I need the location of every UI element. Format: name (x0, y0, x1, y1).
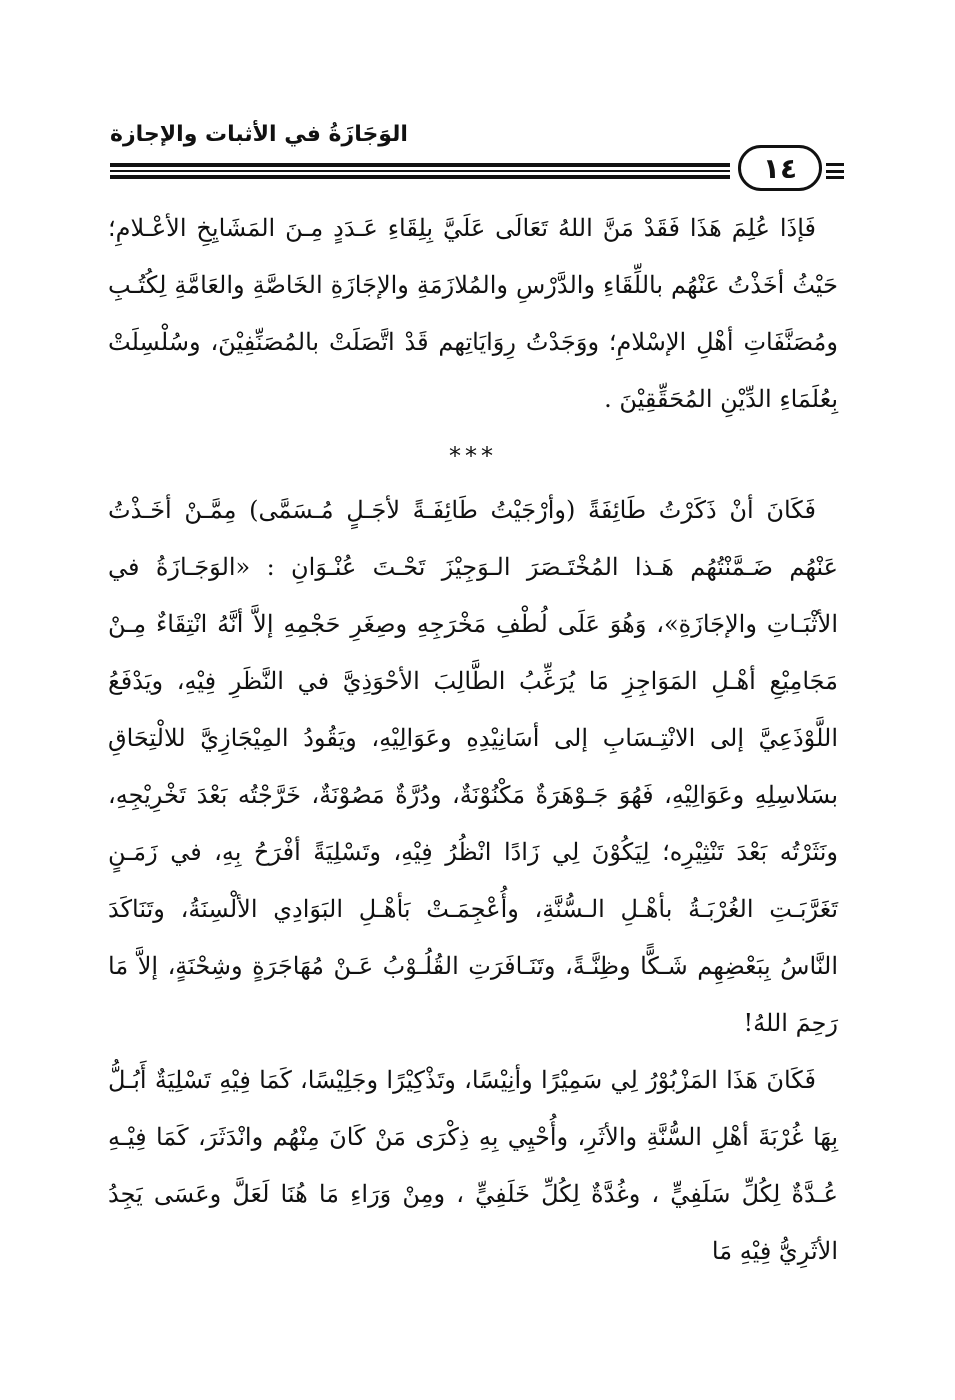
section-separator: *** (449, 442, 497, 470)
paragraph: فَإذَا عُلِمَ هَذَا فَقَدْ مَنَّ اللهُ تَعَالَى عَلَيَّ بِلِقَاءِ عَـدَدٍ مِـنَ المَشَايِخِ الأعْـلامِ؛ حَيْثُ أخَذْتُ عَنْهُم باللِّقَاءِ والدَّرْسِ والمُلازَمَةِ والإجَازَةِ الخَاصَّةِ والعَامَّةِ لِكُتُـبِ ومُصَنَّفَاتِ أهْلِ الإسْلامِ؛ ووَجَدْتُ رِوَايَاتِهم قَدْ اتَّصَلَتْ بالمُصَنِّفِيْنَ، وسُلْسِلَتْ بِعُلَمَاءِ الدِّيْنِ المُحَقِّقِيْنَ . (108, 214, 838, 413)
header-rule-middle (110, 170, 730, 172)
paragraph: فَكَانَ أنْ ذَكَرْتُ طَائِفَةً (وأرْجَيْتُ طَائِفَـةً لأجَـلٍ مُـسَمَّى) مِمَّـنْ أخَـذْتُ عَنْهُم ضَـمَّنْتُهُم هَـذا المُخْتَـصَرَ الـوَجِيْزَ تَحْـتَ عُنْـوَانِ : «الوَجَـازَةُ في الأثْبَـاتِ والإجَازَةِ»، وَهُوَ عَلَى لُطْفِ مَخْرَجِهِ وصِغَرِ حَجْمِهِ إلاَّ أنَّهُ انْتِقَاءٌ مِـنْ مَجَامِيْعِ أهْـلِ المَوَاجِزِ مَا يُرَغِّبُ الطَّالِبَ الأحْوَذِيَّ في النَّظَرِ فِيْهِ، ويَدْفَعُ اللَّوْذَعِيَّ إلى الانْتِـسَابِ إلى أسَانِيْدِهِ وعَوَالِيْهِ، ويَقُودُ المِيْجَازِيَّ للالْتِحَاقِ بسَلاسِلِهِ وعَوَالِيْهِ، فَهُوَ جَـوْهَرَةٌ مَكْنُوْنَةٌ، ودُرَّةٌ مَصُوْنَةٌ، خَرَّجْتُه بَعْدَ تَخْرِيْجِهِ، ونَثَرْتُه بَعْدَ تَنْثِيْرِه؛ لِيَكُوْنَ لِي زَادًا انْظُرُ فِيْهِ، وتَسْلِيَةً أفْرَحُ بِهِ، في زَمَـنٍ تَغَرَّبَـتِ الغُرْبَـةُ بأهْـلِ الـسُّنَّةِ، وأُعْجِمَـتْ بَأهْـلِ البَوَادِي الألْسِنَةُ، وتَنَاكَدَ النَّاسُ بِبَعْضِهِم شَـكًّا وظِنَّـةً، وتَنَـافَرَتِ القُلُـوْبُ عَـنْ مُهَاجَرَةٍ وشِحْنَةٍ، إلاَّ مَا رَحِمَ اللهُ! (108, 496, 838, 1037)
header-rule-right-bottom (826, 176, 844, 179)
body-text (108, 200, 838, 1280)
page-number-text: ١٤ (762, 151, 798, 185)
header-rule-right-middle (826, 170, 844, 173)
header-rule-bottom (110, 175, 730, 179)
running-title: الوَجَازَةُ في الأثبات والإجازة (110, 122, 408, 147)
paragraph: فَكَانَ هَذَا المَزْبُوْرُ لِي سَمِيْرًا وأنِيْسًا، وتَذْكِيْرًا وجَلِيْسًا، كَمَا فِيْهِ تَسْلِيَةٌ أَبُـلُّ بِهَا غُرْبَةَ أهْلِ السُّنَّةِ والأثَرِ، وأُحْيِي بِهِ ذِكْرَى مَنْ كَانَ مِنْهُم وانْدَثَرَ، كَمَا فِيْـهِ عُـدَّةٌ لِكُلِّ سَلَفِيٍّ ، وغُدَّةٌ لِكُلِّ خَلَفِيٍّ ، ومِنْ وَرَاءِ مَا هُنَا لَعَلَّ وعَسَى يَجِدُ الأثَرِيُّ فِيْهِ مَا (108, 1066, 838, 1265)
header-rule-top (110, 163, 730, 167)
header-rule-right-top (826, 163, 844, 166)
page-number (738, 145, 822, 191)
